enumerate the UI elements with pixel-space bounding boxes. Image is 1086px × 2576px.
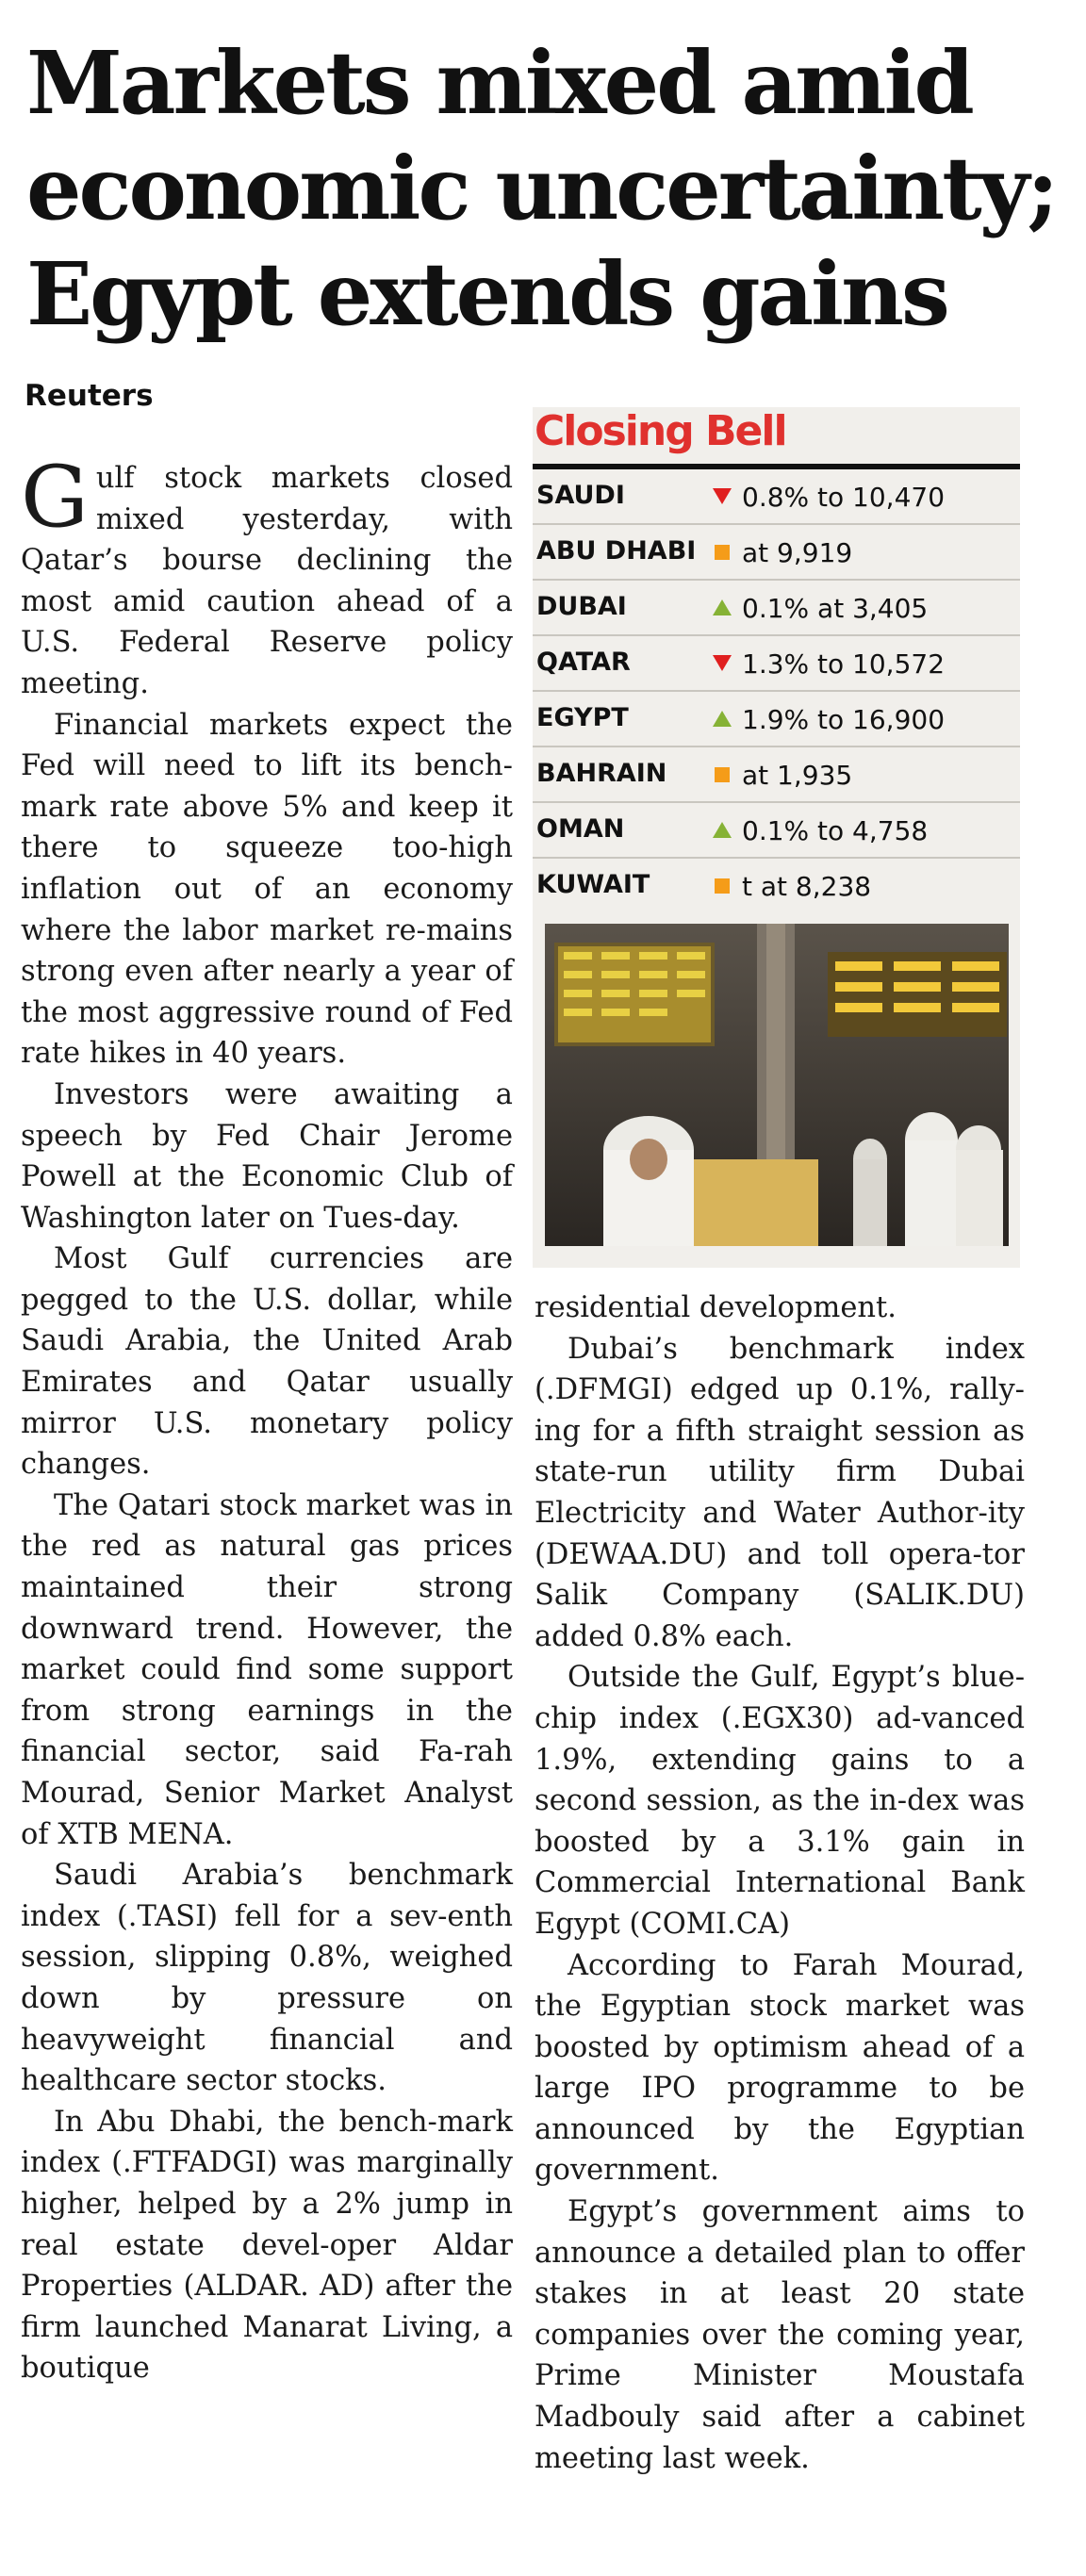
article-paragraph: Egypt’s government aims to announce a detailed plan to offer stakes in at least 20 state companies over the coming year, Prime Minister Moustafa Madbouly said after a cabinet meeting last week. (535, 2195, 1025, 2475)
market-row (533, 581, 1020, 636)
up-arrow-icon (713, 711, 732, 727)
market-row (533, 859, 1020, 912)
article-paragraph: Gulf stock markets closed mixed yesterday, with Qatar’s bourse declining the most amid caution ahead of a U.S. Federal Reserve policy meeting. (21, 448, 513, 700)
article-paragraph: In Abu Dhabi, the bench-mark index (.FTFADGI) was marginally higher, helped by a 2% jump in real estate devel-oper Aldar Properties (ALDAR. AD) after the firm launched Manarat Living, a boutique (21, 2105, 513, 2386)
market-value: 0.1% at 3,405 (742, 593, 929, 624)
sidebar-title: Closing Bell (535, 407, 786, 455)
article-paragraph: According to Farah Mourad, the Egyptian stock market was boosted by optimism ahead of a large IPO programme to be announced by the Egyptian government. (535, 1948, 1025, 2188)
article-paragraph: Dubai’s benchmark index (.DFMGI) edged up 0.1%, rally-ing for a fifth straight session as state-run utility firm Dubai Electricity and Water Author-ity (DEWAA.DU) and toll opera-tor Salik Company (SALIK.DU) added 0.8% each. (535, 1332, 1025, 1653)
up-arrow-icon (713, 599, 732, 615)
market-name: EGYPT (536, 703, 629, 732)
market-name: KUWAIT (536, 870, 650, 899)
flat-square-icon (715, 545, 730, 560)
market-value: 0.1% to 4,758 (742, 815, 929, 846)
market-value: t at 8,238 (742, 871, 872, 902)
headline-line-2: economic uncertainty; (26, 138, 1057, 239)
article-paragraph: The Qatari stock market was in the red as natural gas prices maintained their strong downward trend. However, the market could find some support from strong earnings in the financial sector, said Fa-rah Mourad, Senior Market Analyst of XTB MENA. (21, 1488, 513, 1851)
article-paragraph: Outside the Gulf, Egypt’s blue-chip index (.EGX30) ad-vanced 1.9%, extending gains to a second session, as the in-dex was boosted by a 3.1% gain in Commercial International Bank Egypt (COMI.CA) (535, 1661, 1025, 1941)
trading-floor-illustration (545, 924, 1009, 1246)
up-arrow-icon (713, 822, 732, 838)
market-name: OMAN (536, 814, 625, 844)
market-row (533, 525, 1020, 581)
market-value: 1.9% to 16,900 (742, 704, 946, 735)
down-arrow-icon (713, 655, 732, 671)
headline-line-3: Egypt extends gains (26, 243, 947, 345)
market-row (533, 636, 1020, 692)
market-name: BAHRAIN (536, 759, 667, 788)
market-row (533, 469, 1020, 525)
market-name: QATAR (536, 648, 631, 677)
market-list (533, 469, 1020, 912)
market-row (533, 692, 1020, 747)
market-value: at 9,919 (742, 537, 853, 568)
trading-floor-photo (545, 924, 1009, 1246)
down-arrow-icon (713, 488, 732, 504)
headline (26, 30, 1063, 347)
article-paragraph: Saudi Arabia’s benchmark index (.TASI) fell for a sev-enth session, slipping 0.8%, weighed down by pressure on heavyweight financial and healthcare sector stocks. (21, 1859, 513, 2098)
drop-cap: G (21, 448, 89, 547)
article-paragraph: Financial markets expect the Fed will need to lift its bench-mark rate above 5% and keep it there to squeeze too-high inflation out of an economy where the labor market re-mains strong even after nearly a year of the most aggressive round of Fed rate hikes in 40 years. (21, 708, 513, 1071)
flat-square-icon (715, 878, 730, 894)
article-column-right (535, 1288, 1025, 2479)
market-name: DUBAI (536, 592, 627, 621)
article-paragraph: Investors were awaiting a speech by Fed Chair Jerome Powell at the Economic Club of Washington later on Tues-day. (21, 1077, 513, 1235)
market-row (533, 747, 1020, 803)
market-name: SAUDI (536, 481, 625, 510)
flat-square-icon (715, 767, 730, 782)
market-value: at 1,935 (742, 760, 853, 791)
article-paragraph: Most Gulf currencies are pegged to the U.S. dollar, while Saudi Arabia, the United Arab Emirates and Qatar usually mirror U.S. monetary policy changes. (21, 1242, 513, 1482)
market-value: 1.3% to 10,572 (742, 648, 946, 680)
article-column-left (21, 448, 513, 2389)
headline-line-1: Markets mixed amid (26, 32, 972, 134)
market-value: 0.8% to 10,470 (742, 482, 946, 513)
market-name: ABU DHABI (536, 536, 697, 566)
market-row (533, 803, 1020, 859)
article-paragraph: residential development. (535, 1291, 897, 1324)
byline: Reuters (25, 379, 154, 413)
